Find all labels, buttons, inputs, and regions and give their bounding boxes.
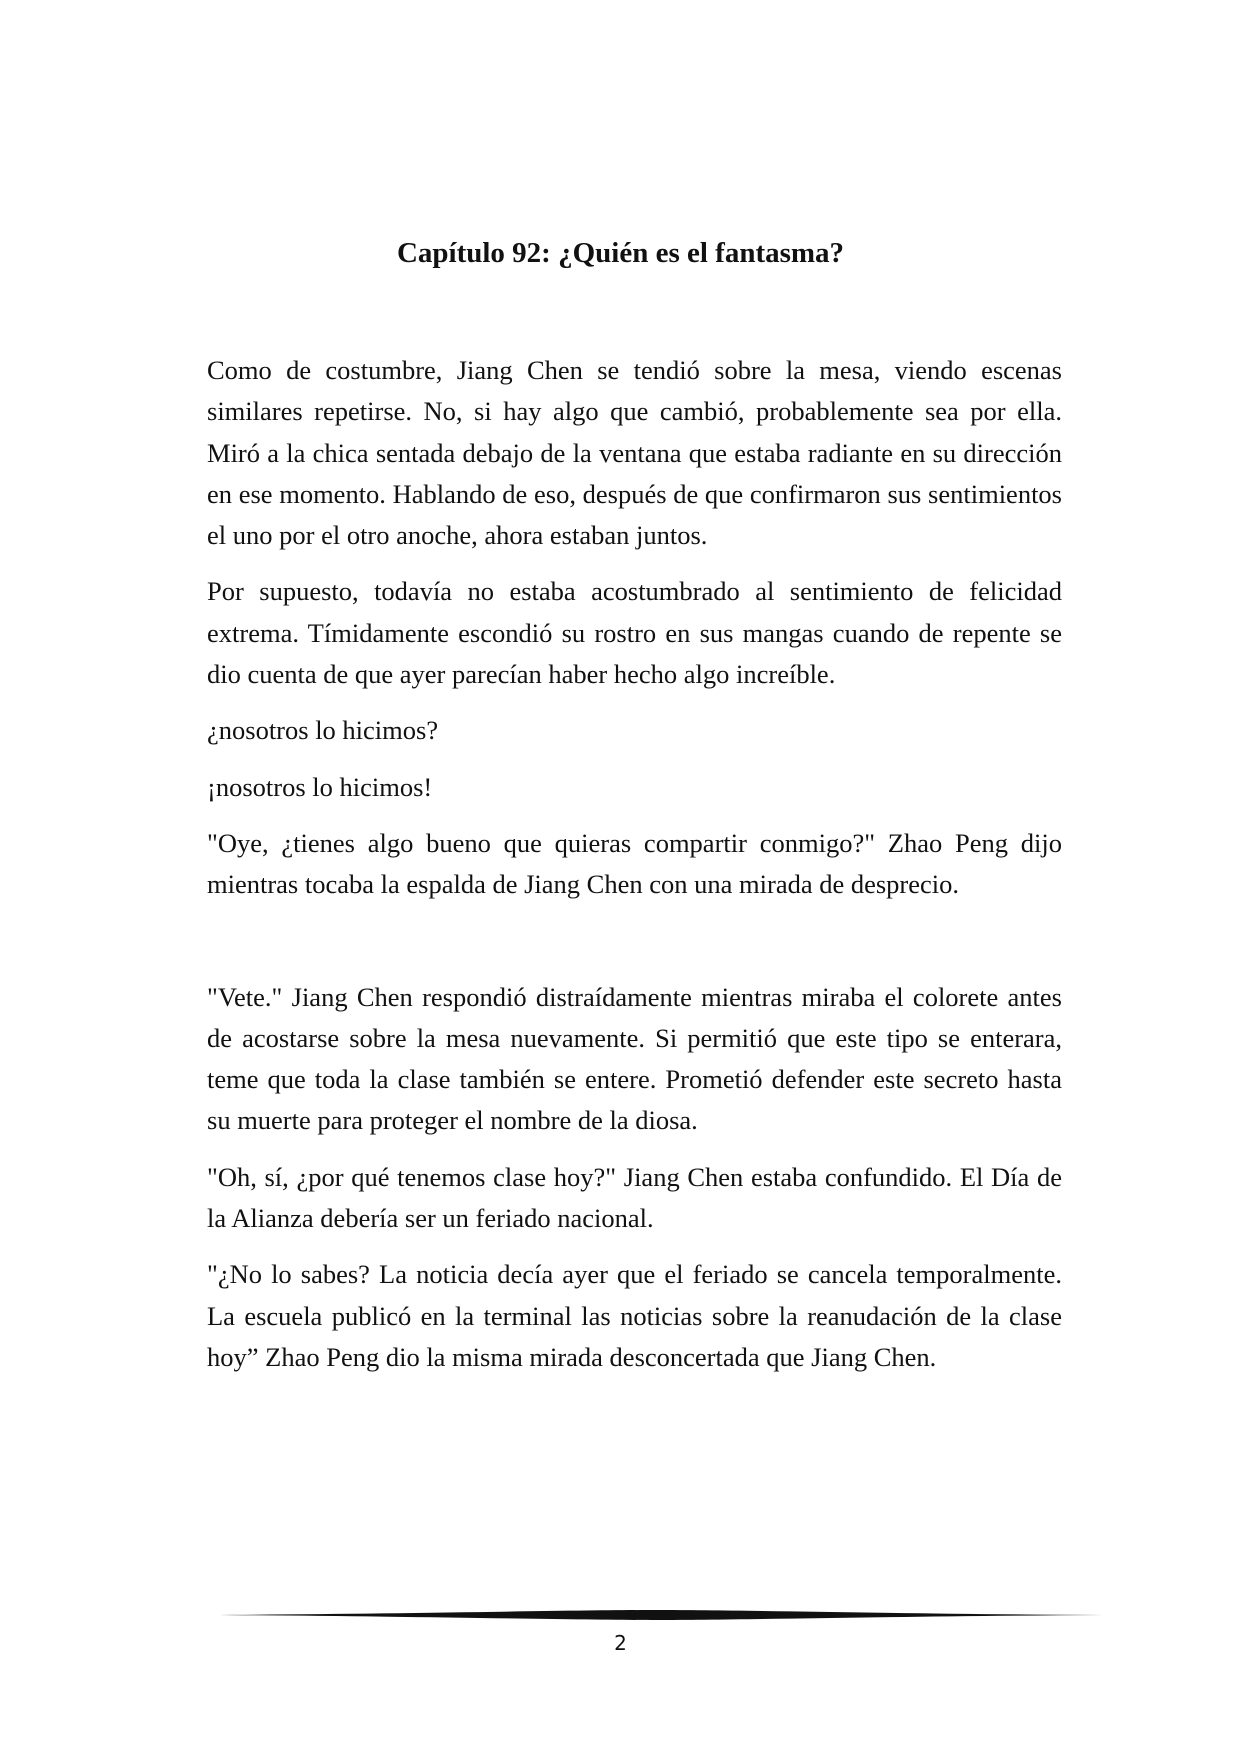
paragraph: ¿nosotros lo hicimos? [207,715,439,746]
paragraph: "Vete." Jiang Chen respondió distraídamente mientras miraba el colorete antes de acostarse sobre la mesa nuevamente. Si permitió que este tipo se enterara, teme que toda la clase también se entere. Prometió defender este secreto hasta su muerte para proteger el nombre de la diosa. [207,981,1062,1136]
paragraph: Por supuesto, todavía no estaba acostumbrado al sentimiento de felicidad extrema. Tímidamente escondió su rostro en sus mangas cuando de repente se dio cuenta de que ayer parecían haber hecho algo increíble. [207,576,1062,690]
paragraph: "Oye, ¿tienes algo bueno que quieras compartir conmigo?" Zhao Peng dijo mientras tocaba la espalda de Jiang Chen con una mirada de desprecio. [207,827,1062,900]
paragraph: "Oh, sí, ¿por qué tenemos clase hoy?" Jiang Chen estaba confundido. El Día de la Alianza debería ser un feriado nacional. [207,1161,1062,1234]
body-text [207,350,1062,1393]
paragraph: ¡nosotros lo hicimos! [207,771,433,802]
paragraph-gap [207,921,1062,977]
paragraph: "¿No lo sabes? La noticia decía ayer que el feriado se cancela temporalmente. La escuela publicó en la terminal las noticias sobre la reanudación de la clase hoy” Zhao Peng dio la misma mirada desconcertada que Jiang Chen. [207,1259,1062,1372]
chapter-title: Capítulo 92: ¿Quién es el fantasma? [396,237,845,269]
footer-rule [207,1608,1104,1622]
page-number: 2 [614,1631,627,1655]
paragraph: Como de costumbre, Jiang Chen se tendió sobre la mesa, viendo escenas similares repetirse. No, si hay algo que cambió, probablemente sea por ella. Miró a la chica sentada debajo de la ventana que estaba radiante en su dirección en ese momento. Hablando de eso, después de que confirmaron sus sentimientos el uno por el otro anoche, ahora estaban juntos. [207,355,1062,551]
